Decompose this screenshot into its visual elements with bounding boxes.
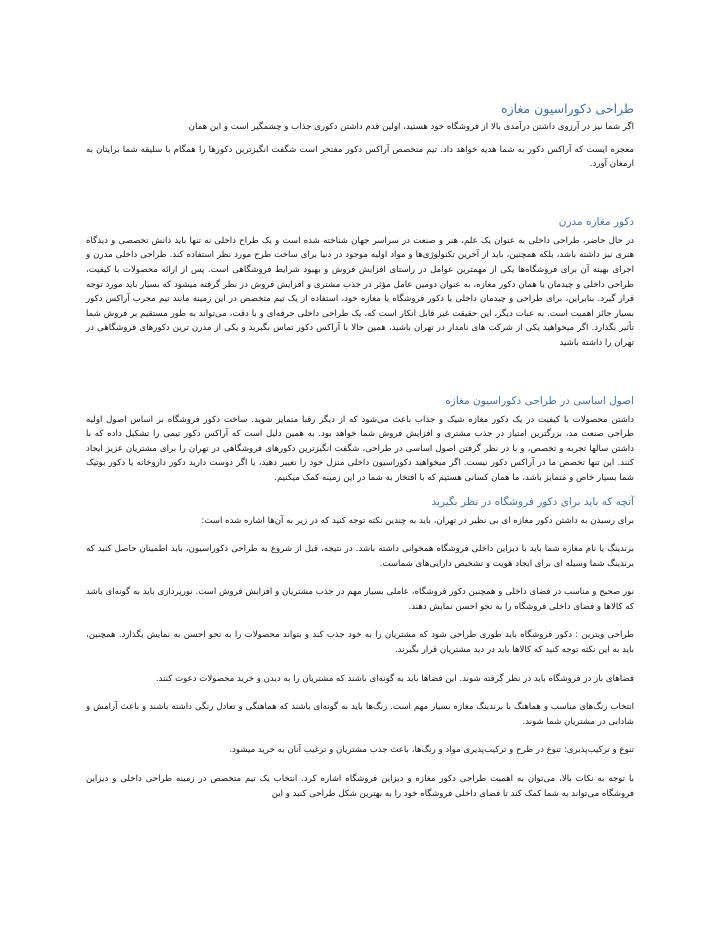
consideration-item: انتخاب رنگ‌های مناسب و هماهنگ با برندینگ مغازه بسیار مهم است. رنگ‌ها باید به گونه‌ای باشند که هماهنگی و تعادل رنگی داشته باشند و باعث آرامش و شادابی در مشتریان شما شوند. — [86, 702, 634, 727]
section-heading-modern-decor: دکور مغازه مدرن — [558, 215, 634, 228]
consideration-item: طراحی ویترین : دکور فروشگاه باید طوری طراحی شود که مشتریان را به خود جذب کند و بتواند محصولات را به نحو احسن به نمایش بگذارد. همچنین، باید به این نکته توجه کنید که کالاها باید در دید مشتریان قرار بگیرند. — [86, 630, 634, 656]
section-heading-considerations: آنچه که باید برای دکور فروشگاه در نظر بگیرید — [431, 495, 634, 508]
considerations-intro: برای رسیدن به داشتن دکور مغازه ای بی نظیر در تهران، باید به چندین نکته توجه کنید که در زیر به آن‌ها اشاره شده است: — [201, 515, 634, 526]
intro-paragraph-2: معجزه ایست که آراکس دکور به شما هدیه خواهد داد. تیم متخصص آراکس دکور مفتخر است شگفت انگیزترین دکورها را همگام با سلیقه شما برایتان به ارمغان آورد. — [86, 144, 634, 170]
consideration-item: فضاهای باز در فروشگاه باید در نظر گرفته شوند. این فضاها باید به گونه‌ای باشند که مشتریان را به دیدن و خرید محصولات دعوت کنند. — [155, 673, 634, 684]
section-heading-principles: اصول اساسی در طراحی دکوراسیون مغازه — [445, 394, 634, 407]
consideration-item: تنوع و ترکیب‌پذیری: تنوع در طرح و ترکیب‌پذیری مواد و رنگ‌ها، باعث جذب مشتریان و ترغیب آنان به خرید میشود. — [229, 745, 634, 756]
section-body-principles: داشتن محصولات با کیفیت در یک دکور مغازه شیک و جذاب باعث می‌شود که از دیگر رقبا متمایز شوید. ساخت دکور فروشگاه بر اساس اصول اولیه طراحی صنعت مد، بزرگترین امتیاز در جذب مشتری و افزایش فروش شما خواهد بود. به همین دلیل است که آراکس دکور تیمی را تشکیل داده که با داشتن سالها تجربه و تخصص، و با در نظر گرفتن اصول اساسی در طراحی، شگفت انگیزترین دکورهای فروشگاهی در تهران را برای مشتریان عزیز ایجاد کنند. این تنها تخصص ما در آراکس دکور نیست. اگر میخواهید دکوراسیون داخلی منزل خود را تغییر دهید، یا اگر دوست دارید دکور داروخانه یا دکور بوتیک شما بسیار خاص و متمایز باشد، ما همان کسانی هستیم که با افتخار به شما در این زمینه کمک میکنیم. — [86, 414, 634, 483]
consideration-item: برندینگ یا نام مغازه شما باید با دیزاین داخلی فروشگاه همخوانی داشته باشد. در نتیجه، قبل از شروع به طراحی دکوراسیون، باید اطمینان حاصل کنید که برندینگ شما وسیله ای برای ایجاد هویت و تشخیص دارایی‌های شماست. — [86, 544, 634, 569]
document-title: طراحی دکوراسیون مغازه — [501, 101, 634, 116]
intro-paragraph-1: اگر شما نیز در آرزوی داشتن درآمدی بالا از فروشگاه خود هستید، اولین قدم داشتن دکوری جذاب و چشمگیر است و این همان — [188, 122, 634, 132]
consideration-item: با توجه به نکات بالا، می‌توان به اهمیت طراحی دکور مغازه و دیزاین فروشگاه اشاره کرد. انتخاب یک تیم متخصص در زمینه طراحی داخلی و دیزاین فروشگاه می‌تواند به شما کمک کند تا فضای داخلی فروشگاه خود را به بهترین شکل طراحی کنید و این — [86, 774, 634, 799]
consideration-item: نور صحیح و مناسب در فضای داخلی و همچنین دکور فروشگاه، عاملی بسیار مهم در جذب مشتریان و افزایش فروش است. نورپردازی باید به گونه‌ای باشد که کالاها و فضای داخلی فروشگاه را به نحو احسن نمایش دهند. — [86, 587, 634, 612]
section-body-modern-decor: در حال حاضر، طراحی داخلی به عنوان یک علم، هنر و صنعت در سراسر جهان شناخته شده است و یک طراح داخلی نه تنها باید دانش تخصصی و دیدگاه هنری نیز داشته باشد، بلکه همچنین، باید از آخرین تکنولوژی‌ها و مواد اولیه موجود در دنیا برای ساخت طرح مورد نظر استفاده کند. طراحی داخلی مدرن و اجرای بهینه آن برای فروشگاه‌ها یکی از مهمترین عوامل در راستای افزایش فروش و بهبود شرایط فروشگاهی است. پس از ارائه محصولات با کیفیت، طراحی داخلی و چیدمان یا همان دکور مغازه، به عنوان دومین عامل مؤثر در جذب مشتری و افزایش فروش در نظر گرفته میشود که بسیار باید مورد توجه قرار گیرد. بنابراین، برای طراحی و چیدمان داخلی یا دکور فروشگاه یا مغازه خود، استفاده از یک تیم متخصص در این زمینه مانند تیم مجرب آراکس دکور بسیار حائز اهمیت است. به عبات دیگر، این حقیقت غیر قابل انکار است که، یک طراحی داخلی حرفه‌ای و با دقت، می‌تواند به طور مستقیم بر فروش شما تأثیر بگذارد. اگر میخواهید یکی از شرکت های نامدار در تهران باشید، همین حالا با آراکس دکور تماس بگیرید و یکی از مدرن ترین دکورهای فروشگاهی در تهران را داشته باشید — [86, 235, 634, 348]
document-body — [86, 100, 634, 801]
